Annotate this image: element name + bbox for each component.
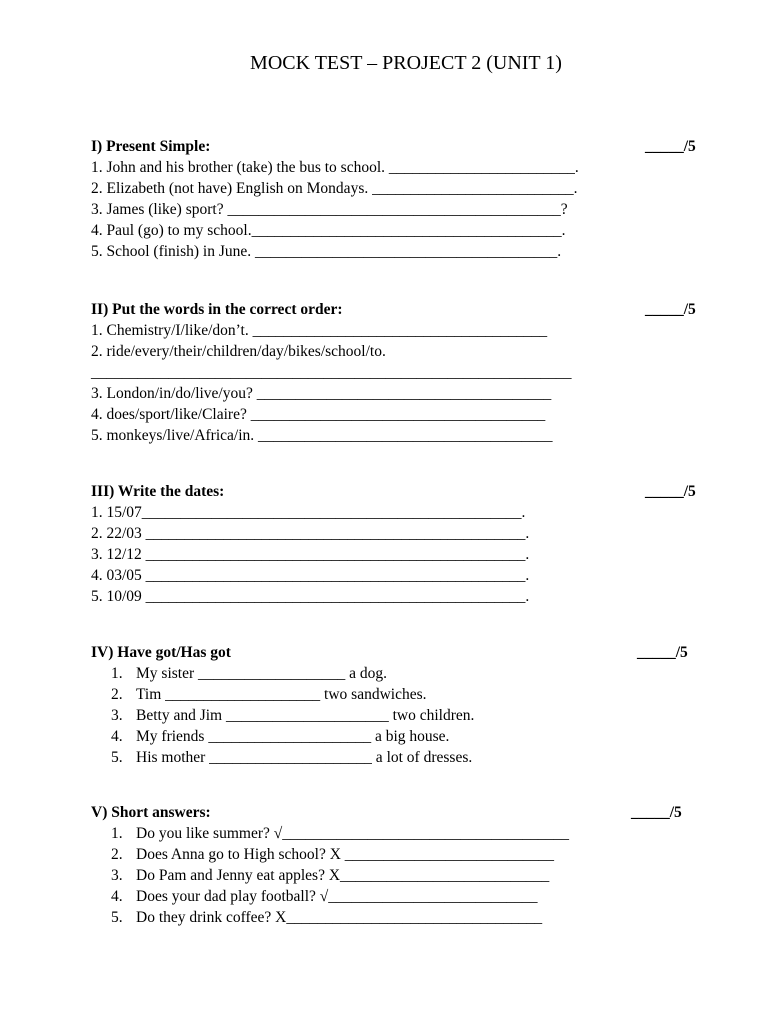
score-blank: _____/5 <box>645 483 696 500</box>
item-number: 5. <box>111 909 123 926</box>
score-blank: _____/5 <box>637 644 688 661</box>
section-heading <box>91 802 731 823</box>
question-line: 4. Paul (go) to my school.________________________________________. <box>91 222 566 239</box>
question-line <box>91 886 731 907</box>
question-line: 3. 12/12 _________________________________________________. <box>91 546 530 563</box>
question-text: Do they drink coffee? X_________________________________ <box>136 909 543 926</box>
question-text: Does your dad play football? √___________________________ <box>136 888 538 905</box>
section-short-answers <box>91 802 731 928</box>
item-number: 4. <box>111 728 123 745</box>
section-title: I) Present Simple: <box>91 138 211 155</box>
question-text: Do Pam and Jenny eat apples? X___________________________ <box>136 867 550 884</box>
question-text: His mother _____________________ a lot of dresses. <box>136 749 473 766</box>
question-text: Do you like summer? √_____________________________________ <box>136 825 570 842</box>
question-text: Does Anna go to High school? X ___________________________ <box>136 846 555 863</box>
question-line <box>91 844 731 865</box>
question-text: My friends _____________________ a big house. <box>136 728 450 745</box>
section-title: II) Put the words in the correct order: <box>91 301 343 318</box>
section-heading <box>91 642 731 663</box>
question-text: Betty and Jim _____________________ two children. <box>136 707 475 724</box>
question-line <box>91 907 731 928</box>
question-line <box>91 705 731 726</box>
question-line: 3. James (like) sport? ___________________________________________? <box>91 201 568 218</box>
item-number: 1. <box>111 665 123 682</box>
question-line: 4. 03/05 _________________________________________________. <box>91 567 530 584</box>
section-word-order <box>91 299 731 446</box>
question-line <box>91 726 731 747</box>
section-title: III) Write the dates: <box>91 483 225 500</box>
score-blank: _____/5 <box>645 301 696 318</box>
section-dates <box>91 481 731 607</box>
question-line: 5. 10/09 _________________________________________________. <box>91 588 530 605</box>
item-number: 3. <box>111 707 123 724</box>
page-title: MOCK TEST – PROJECT 2 (UNIT 1) <box>250 52 562 74</box>
item-number: 3. <box>111 867 123 884</box>
item-number: 5. <box>111 749 123 766</box>
question-line: 3. London/in/do/live/you? ______________________________________ <box>91 385 552 402</box>
section-title: IV) Have got/Has got <box>91 644 231 661</box>
section-have-got <box>91 642 731 768</box>
section-heading <box>91 136 731 157</box>
item-number: 4. <box>111 888 123 905</box>
section-heading <box>91 481 731 502</box>
question-line: 2. 22/03 _________________________________________________. <box>91 525 530 542</box>
score-blank: _____/5 <box>631 804 682 821</box>
item-number: 1. <box>111 825 123 842</box>
question-line: 5. monkeys/live/Africa/in. ______________________________________ <box>91 427 553 444</box>
question-line: 1. Chemistry/I/like/don’t. ______________________________________ <box>91 322 548 339</box>
question-line <box>91 684 731 705</box>
question-line <box>91 865 731 886</box>
question-line: 5. School (finish) in June. _______________________________________. <box>91 243 562 260</box>
question-line: 1. 15/07_________________________________________________. <box>91 504 526 521</box>
section-present-simple <box>91 136 731 262</box>
question-line: 1. John and his brother (take) the bus to school. ________________________. <box>91 159 579 176</box>
question-text: Tim ____________________ two sandwiches. <box>136 686 427 703</box>
question-line <box>91 747 731 768</box>
question-text: My sister ___________________ a dog. <box>136 665 388 682</box>
question-line <box>91 663 731 684</box>
section-heading <box>91 299 731 320</box>
question-line: 2. Elizabeth (not have) English on Mondays. __________________________. <box>91 180 578 197</box>
score-blank: _____/5 <box>645 138 696 155</box>
item-number: 2. <box>111 846 123 863</box>
question-line: 2. ride/every/their/children/day/bikes/school/to. <box>91 343 386 360</box>
question-line: 4. does/sport/like/Claire? ______________________________________ <box>91 406 546 423</box>
answer-line: ______________________________________________________________ <box>91 364 572 381</box>
section-title: V) Short answers: <box>91 804 211 821</box>
item-number: 2. <box>111 686 123 703</box>
question-line <box>91 823 731 844</box>
